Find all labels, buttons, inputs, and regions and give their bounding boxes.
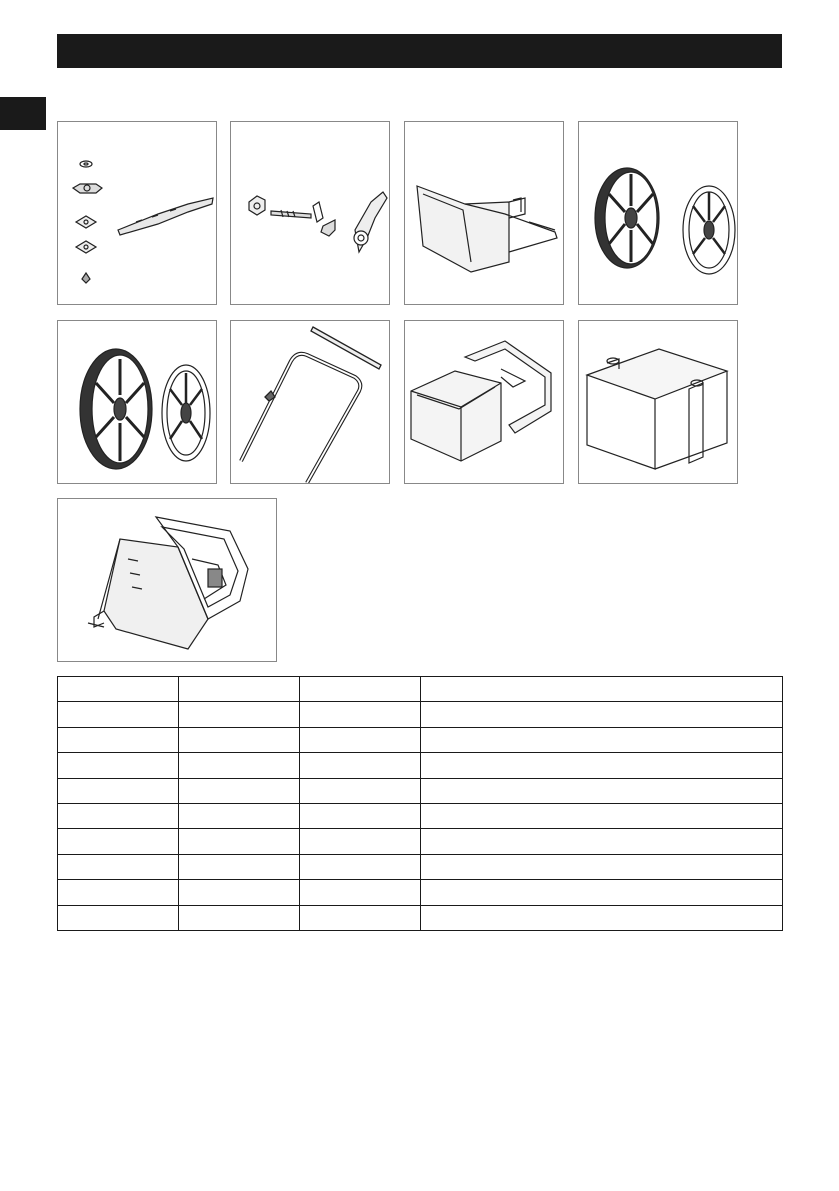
table-cell: [179, 753, 300, 778]
bolt-lever-icon: [231, 122, 389, 304]
table-cell: [58, 677, 179, 702]
table-cell: [421, 803, 783, 828]
table-cell: [300, 702, 421, 727]
panel-grass-box: [404, 320, 564, 484]
wheel-icon: [579, 122, 737, 304]
table-cell: [58, 803, 179, 828]
table-cell: [421, 905, 783, 930]
table-cell: [421, 778, 783, 803]
table-cell: [58, 880, 179, 905]
table-cell: [421, 880, 783, 905]
table-cell: [300, 854, 421, 879]
table-row: [58, 702, 783, 727]
table-row: [58, 753, 783, 778]
table-cell: [300, 677, 421, 702]
table-row: [58, 854, 783, 879]
table-cell: [300, 727, 421, 752]
table-cell: [179, 677, 300, 702]
panel-rear-flap: [404, 121, 564, 305]
table-row: [58, 803, 783, 828]
table-cell: [179, 854, 300, 879]
table-cell: [421, 854, 783, 879]
table-row: [58, 727, 783, 752]
table-row: [58, 829, 783, 854]
panel-front-wheel: [57, 320, 217, 484]
table-cell: [179, 702, 300, 727]
blade-hardware-icon: [58, 122, 216, 304]
panel-handle: [230, 320, 390, 484]
table-cell: [58, 854, 179, 879]
side-tab: [0, 97, 46, 130]
table-cell: [300, 905, 421, 930]
table-row: [58, 778, 783, 803]
panel-motor: [57, 498, 277, 662]
panel-motor-cover: [578, 320, 738, 484]
table-cell: [179, 778, 300, 803]
panel-blade-kit: [57, 121, 217, 305]
table-cell: [179, 880, 300, 905]
table-cell: [179, 803, 300, 828]
parts-table: [57, 676, 783, 931]
table-cell: [300, 880, 421, 905]
table-cell: [421, 753, 783, 778]
table-cell: [58, 702, 179, 727]
motor-cover-icon: [579, 321, 737, 483]
table-cell: [179, 905, 300, 930]
table-cell: [58, 905, 179, 930]
table-cell: [179, 727, 300, 752]
table-cell: [421, 829, 783, 854]
panel-rear-wheel: [578, 121, 738, 305]
table-row: [58, 880, 783, 905]
motor-icon: [58, 499, 276, 661]
table-cell: [58, 829, 179, 854]
rear-flap-icon: [405, 122, 563, 304]
header-bar: [57, 34, 782, 68]
table-cell: [421, 727, 783, 752]
table-cell: [421, 702, 783, 727]
table-cell: [58, 778, 179, 803]
table-cell: [179, 829, 300, 854]
grass-box-icon: [405, 321, 563, 483]
table-cell: [58, 727, 179, 752]
table-cell: [58, 753, 179, 778]
wheel-icon: [58, 321, 216, 483]
table-cell: [300, 753, 421, 778]
panel-bolt-handle-kit: [230, 121, 390, 305]
table-cell: [421, 677, 783, 702]
table-cell: [300, 778, 421, 803]
table-row: [58, 905, 783, 930]
table-row: [58, 677, 783, 702]
table-cell: [300, 829, 421, 854]
handle-icon: [231, 321, 389, 483]
table-cell: [300, 803, 421, 828]
